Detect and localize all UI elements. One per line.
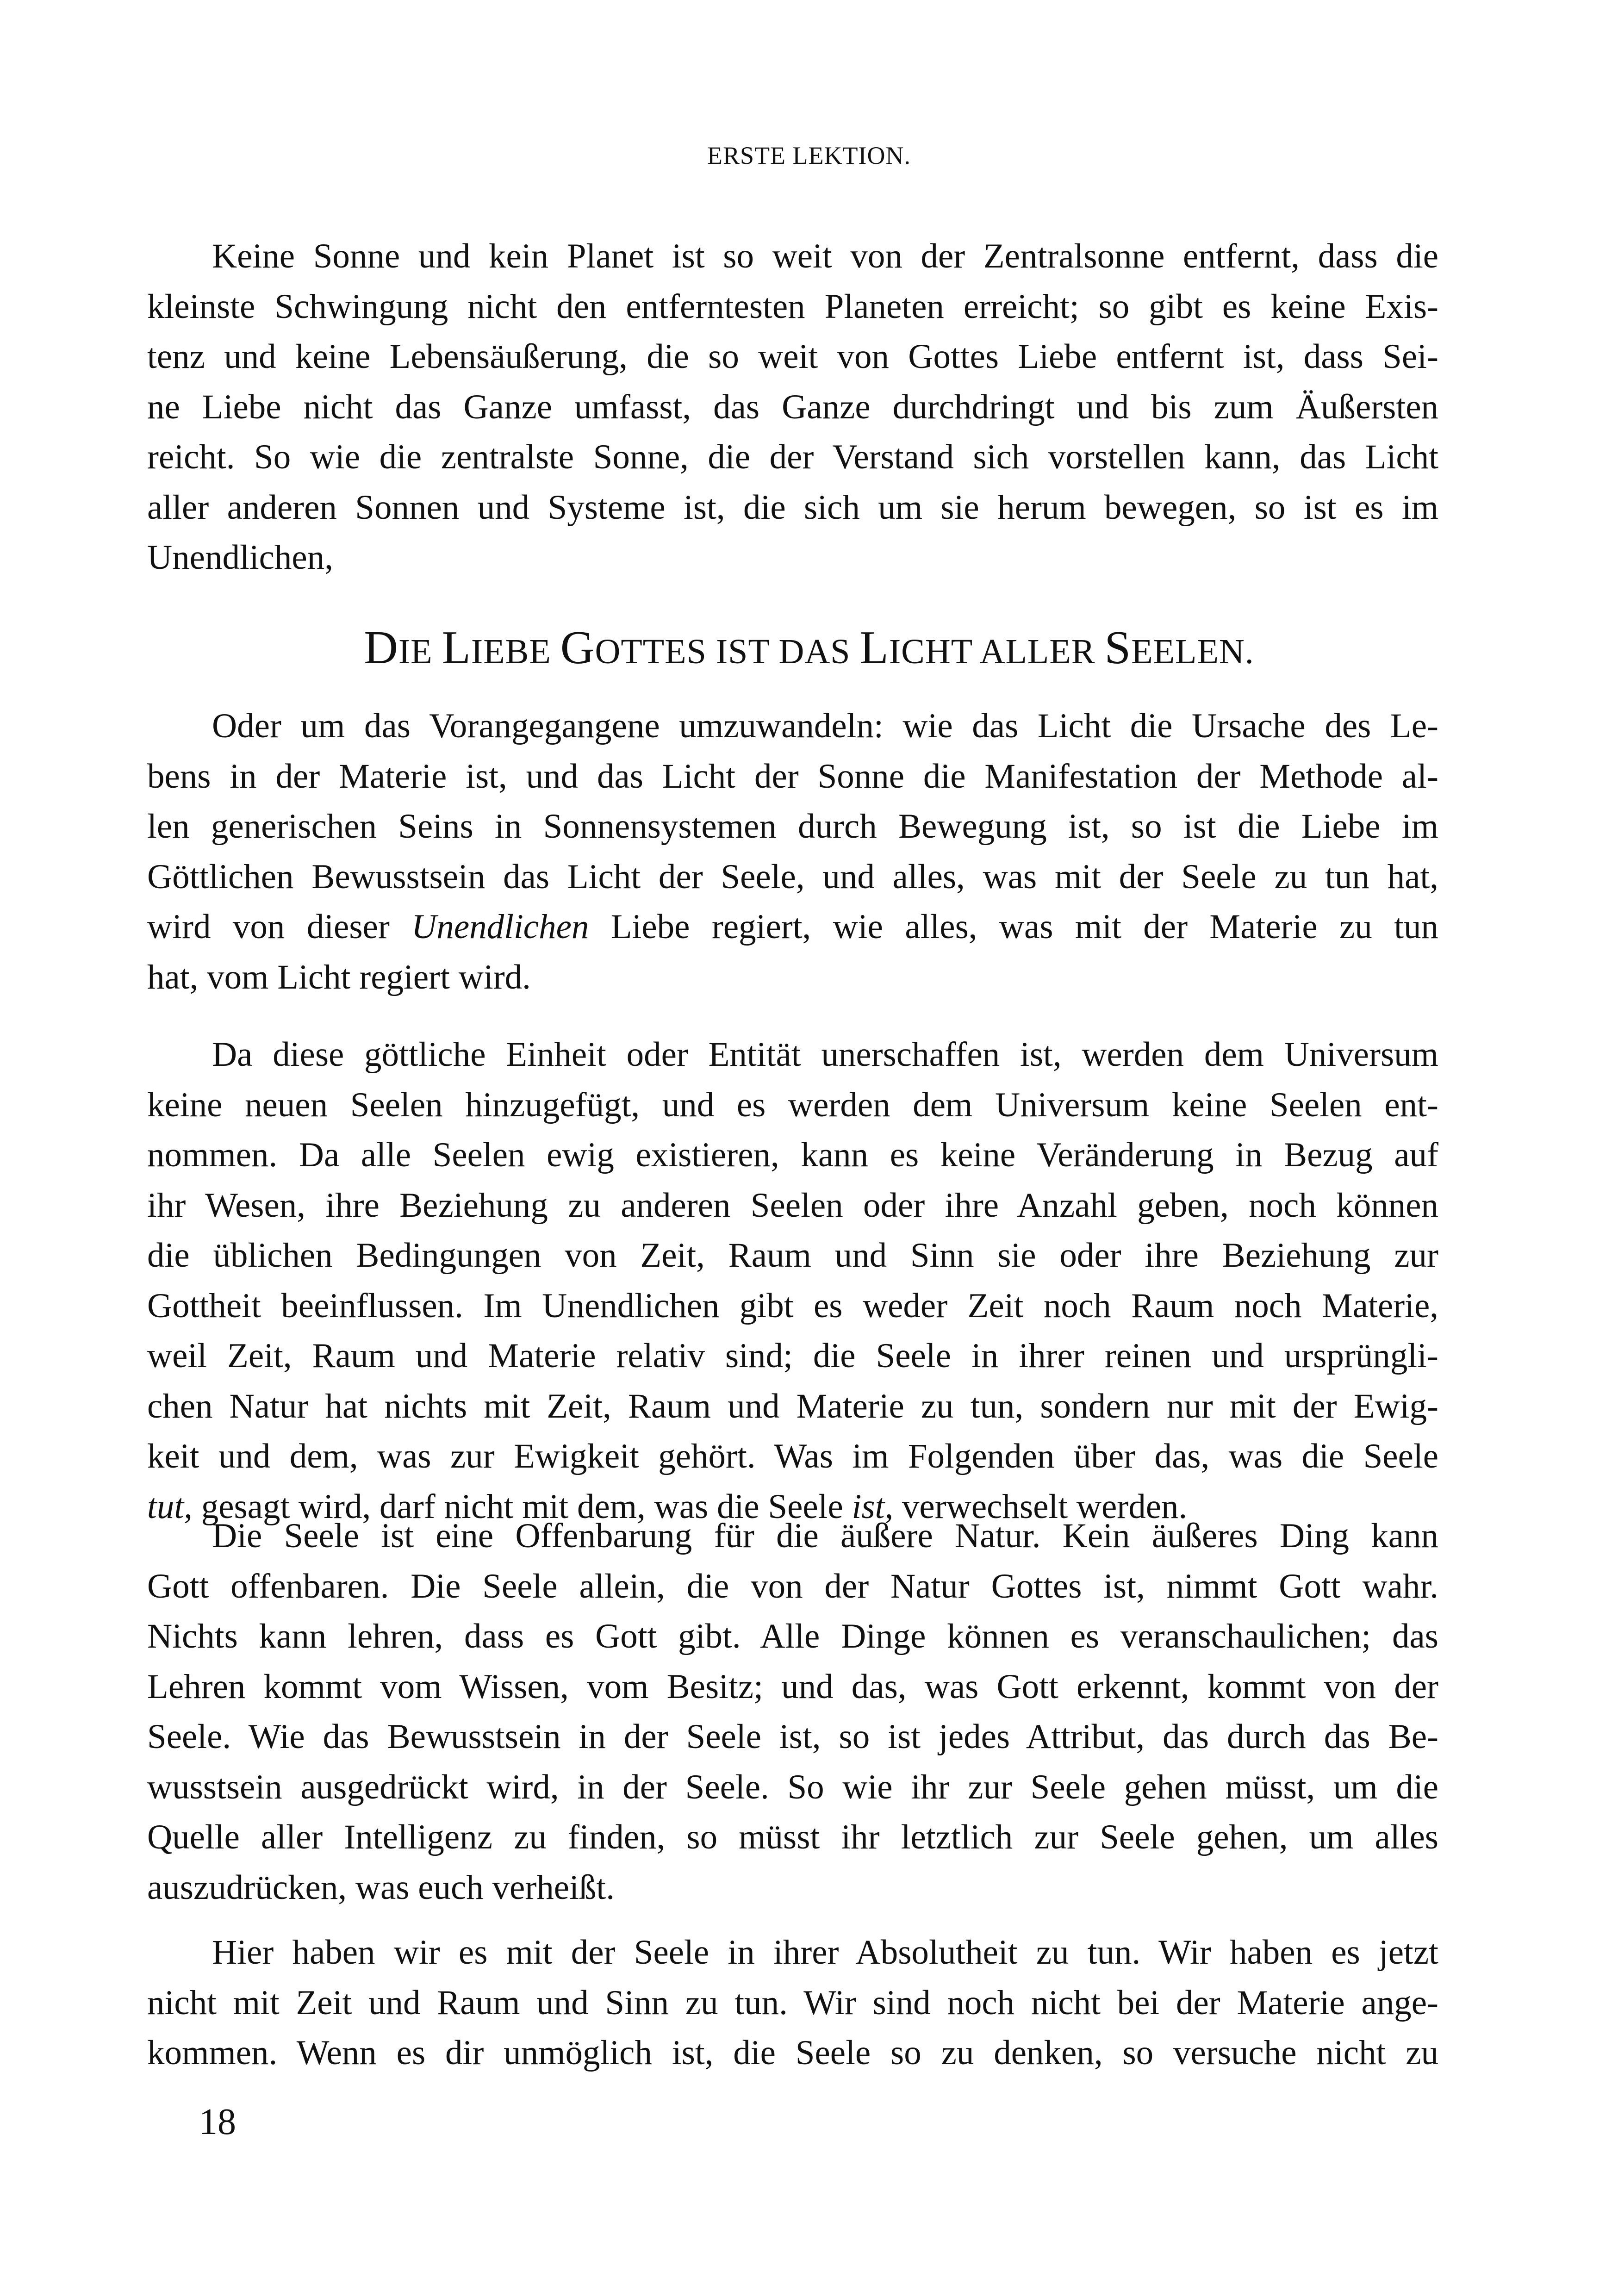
italic-word: ist, <box>852 1487 894 1526</box>
heading-part: S <box>1104 622 1132 674</box>
paragraph-2 <box>147 701 1438 1002</box>
heading-part: ICHT ALLER <box>889 632 1105 671</box>
heading-part: EELEN. <box>1131 632 1254 671</box>
text-line: bens in der Materie ist, und das Licht der Sonne die Manifestation der Methode al- <box>147 757 1438 796</box>
heading-part: G <box>560 622 595 674</box>
text-line: len generischen Seins in Sonnensystemen durch Bewegung ist, so ist die Liebe im <box>147 807 1438 846</box>
text-line: Oder um das Vorangegangene umzuwandeln: wie das Licht die Ursache des Le- <box>212 707 1438 745</box>
text-segment: wird von dieser <box>147 908 412 946</box>
heading-part: L <box>442 622 471 674</box>
text-line: Hier haben wir es mit der Seele in ihrer Absolutheit zu tun. Wir haben es jetzt <box>212 1933 1438 1972</box>
text-line: kommen. Wenn es dir unmöglich ist, die Seele so zu denken, so versuche nicht zu <box>147 2034 1438 2072</box>
heading-part: D <box>364 622 398 674</box>
text-line: Gott offenbaren. Die Seele allein, die von der Natur Gottes ist, nimmt Gott wahr. <box>147 1567 1438 1605</box>
text-line: chen Natur hat nichts mit Zeit, Raum und Materie zu tun, sondern nur mit der Ewig- <box>147 1387 1438 1425</box>
text-line: Keine Sonne und kein Planet ist so weit von der Zentralsonne entfernt, dass die <box>212 237 1438 275</box>
text-line: Göttlichen Bewusstsein das Licht der Seele, und alles, was mit der Seele zu tun hat, <box>147 857 1438 896</box>
text-line: Lehren kommt vom Wissen, vom Besitz; und das, was Gott erkennt, kommt von der <box>147 1667 1438 1706</box>
text-line <box>147 902 1438 952</box>
text-segment: gesagt wird, darf nicht mit dem, was die Seele <box>192 1487 852 1526</box>
section-heading <box>0 620 1618 679</box>
text-line: Nichts kann lehren, dass es Gott gibt. Alle Dinge können es veranschaulichen; das <box>147 1617 1438 1655</box>
text-line: Gottheit beeinflussen. Im Unendlichen gibt es weder Zeit noch Raum noch Materie, <box>147 1286 1438 1325</box>
text-line: nicht mit Zeit und Raum und Sinn zu tun. Wir sind noch nicht bei der Materie ange- <box>147 1983 1438 2022</box>
text-line: reicht. So wie die zentralste Sonne, die der Verstand sich vorstellen kann, das Licht <box>147 438 1438 476</box>
text-line: ihr Wesen, ihre Beziehung zu anderen Seelen oder ihre Anzahl geben, noch können <box>147 1186 1438 1225</box>
text-line: ne Liebe nicht das Ganze umfasst, das Ganze durchdringt und bis zum Äußersten <box>147 387 1438 426</box>
text-line: aller anderen Sonnen und Systeme ist, die sich um sie herum bewegen, so ist es im <box>147 488 1438 527</box>
text-segment: Liebe regiert, wie alles, was mit der Materie zu tun <box>589 908 1438 946</box>
text-line: keine neuen Seelen hinzugefügt, und es werden dem Universum keine Seelen ent- <box>147 1085 1438 1124</box>
text-line: auszudrücken, was euch verheißt. <box>147 1868 615 1907</box>
text-line: kleinste Schwingung nicht den entferntesten Planeten erreicht; so gibt es keine Exis- <box>147 287 1438 326</box>
paragraph-3 <box>147 1030 1438 1532</box>
paragraph-1 <box>147 231 1438 583</box>
text-line: hat, vom Licht regiert wird. <box>147 958 531 996</box>
text-line: nommen. Da alle Seelen ewig existieren, kann es keine Veränderung in Bezug auf <box>147 1136 1438 1174</box>
text-line: Die Seele ist eine Offenbarung für die äußere Natur. Kein äußeres Ding kann <box>212 1517 1438 1555</box>
text-line: wusstsein ausgedrückt wird, in der Seele. So wie ihr zur Seele gehen müsst, um die <box>147 1767 1438 1806</box>
paragraph-4 <box>147 1511 1438 1913</box>
paragraph-5 <box>147 1928 1438 2078</box>
text-segment: verwechselt werden. <box>893 1487 1188 1526</box>
text-line: Quelle aller Intelligenz zu finden, so müsst ihr letztlich zur Seele gehen, um alles <box>147 1818 1438 1856</box>
text-line: weil Zeit, Raum und Materie relativ sind; die Seele in ihrer reinen und ursprüngli- <box>147 1337 1438 1375</box>
italic-word: tut, <box>147 1487 193 1526</box>
text-line: die üblichen Bedingungen von Zeit, Raum und Sinn sie oder ihre Beziehung zur <box>147 1236 1438 1275</box>
text-line: Unendlichen, <box>147 538 333 577</box>
italic-word: Unendlichen <box>411 908 589 946</box>
text-line: Da diese göttliche Einheit oder Entität unerschaffen ist, werden dem Universum <box>212 1035 1438 1074</box>
text-line: Seele. Wie das Bewusstsein in der Seele ist, so ist jedes Attribut, das durch das Be- <box>147 1717 1438 1756</box>
running-head: ERSTE LEKTION. <box>707 142 911 169</box>
text-line: keit und dem, was zur Ewigkeit gehört. Was im Folgenden über das, was die Seele <box>147 1437 1438 1475</box>
heading-part: IE <box>398 632 442 671</box>
page-number: 18 <box>199 2102 236 2142</box>
heading-part: OTTES IST DAS <box>595 632 860 671</box>
text-line: tenz und keine Lebensäußerung, die so weit von Gottes Liebe entfernt ist, dass Sei- <box>147 337 1438 376</box>
heading-part: L <box>859 622 889 674</box>
heading-part: IEBE <box>471 632 560 671</box>
